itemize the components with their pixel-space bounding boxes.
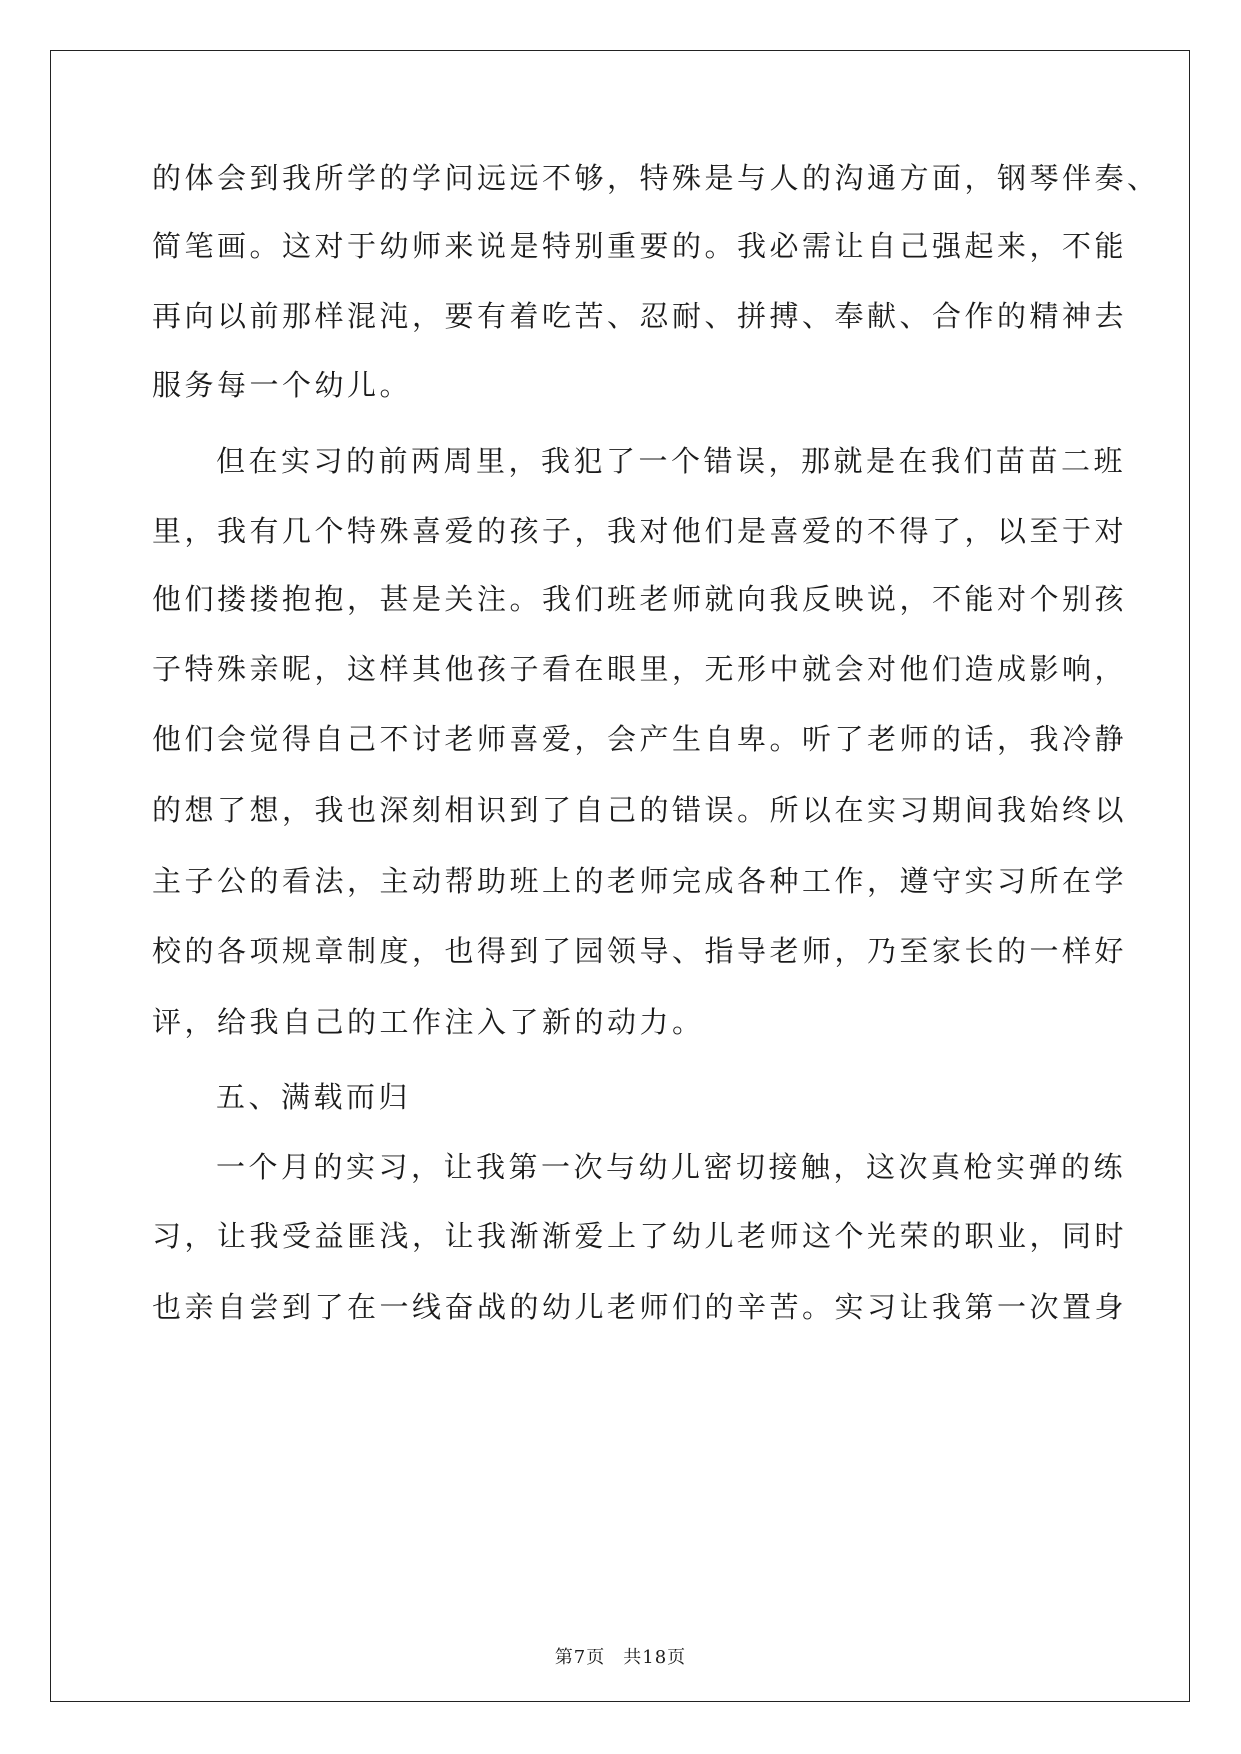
paragraph-first-line: 但在实习的前两周里，我犯了一个错误，那就是在我们苗苗二班 [216,444,1127,478]
text-line: 的体会到我所学的学问远远不够，特殊是与人的沟通方面，钢琴伴奏、 [152,161,1160,195]
page-number: 第7页 [554,1647,606,1668]
text-line: 习，让我受益匪浅，让我渐渐爱上了幼儿老师这个光荣的职业，同时 [152,1219,1128,1253]
text-line: 主子公的看法，主动帮助班上的老师完成各种工作，遵守实习所在学 [152,864,1128,898]
text-line: 简笔画。这对于幼师来说是特别重要的。我必需让自己强起来，不能 [152,229,1128,263]
text-line: 也亲自尝到了在一线奋战的幼儿老师们的辛苦。实习让我第一次置身 [152,1290,1128,1324]
paragraph-first-line: 一个月的实习，让我第一次与幼儿密切接触，这次真枪实弹的练 [216,1150,1127,1184]
section-heading: 五、满载而归 [216,1080,412,1114]
text-line: 再向以前那样混沌，要有着吃苦、忍耐、拼搏、奉献、合作的精神去 [152,299,1128,333]
text-line: 评，给我自己的工作注入了新的动力。 [152,1005,705,1039]
text-line: 子特殊亲昵，这样其他孩子看在眼里，无形中就会对他们造成影响， [152,652,1128,686]
page-total: 共18页 [623,1647,687,1668]
text-line: 他们会觉得自己不讨老师喜爱，会产生自卑。听了老师的话，我冷静 [152,722,1128,756]
text-line: 服务每一个幼儿。 [152,368,413,402]
text-line: 里，我有几个特殊喜爱的孩子，我对他们是喜爱的不得了，以至于对 [152,514,1128,548]
text-line: 校的各项规章制度，也得到了园领导、指导老师，乃至家长的一样好 [152,934,1128,968]
text-line: 的想了想，我也深刻相识到了自己的错误。所以在实习期间我始终以 [152,793,1128,827]
text-line: 他们搂搂抱抱，甚是关注。我们班老师就向我反映说，不能对个别孩 [152,582,1128,616]
page-footer [0,1643,1241,1669]
